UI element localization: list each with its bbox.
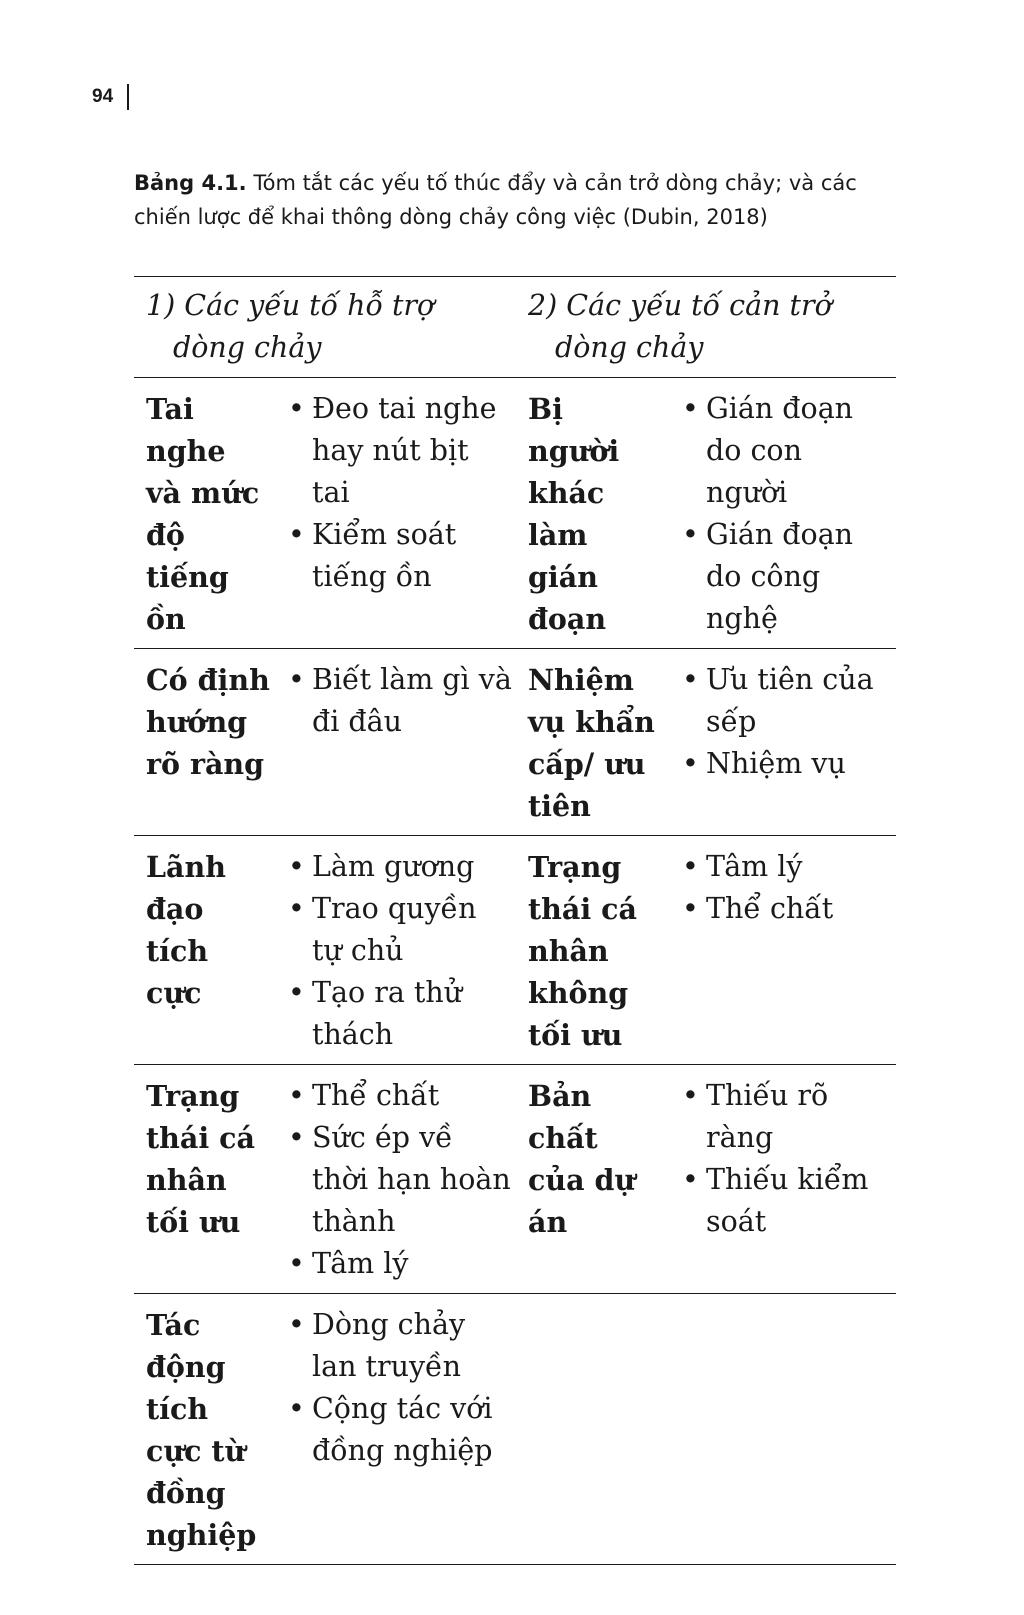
list-item: • Sức ép về thời hạn hoàn thành [286, 1117, 512, 1243]
support-items-list [286, 846, 512, 1056]
list-item: • Tâm lý [680, 846, 892, 888]
hinder-items-list [680, 846, 892, 930]
table-row [134, 649, 896, 836]
hinder-items-cell [668, 836, 896, 1065]
support-items-cell [274, 378, 516, 649]
list-item: • Thể chất [286, 1075, 512, 1117]
table-row [134, 836, 896, 1065]
support-factor-cell: Tác động tích cực từ đồng nghiệp [146, 1308, 257, 1552]
support-items-cell [274, 836, 516, 1065]
hinder-items-list [680, 388, 892, 640]
table-row [134, 378, 896, 649]
list-item: • Kiểm soát tiếng ồn [286, 514, 512, 598]
hinder-factor-cell: Bị người khác làm gián đoạn [528, 392, 620, 636]
hinder-items-list [680, 659, 892, 785]
support-factor-cell: Lãnh đạo tích cực [146, 850, 226, 1010]
list-item: • Tạo ra thử thách [286, 972, 512, 1056]
list-item: • Trao quyền tự chủ [286, 888, 512, 972]
support-items-cell [274, 1294, 516, 1565]
page-number-divider [127, 84, 129, 110]
support-items-list [286, 1304, 512, 1472]
list-item: • Làm gương [286, 846, 512, 888]
hinder-items-cell [668, 378, 896, 649]
list-item: • Ưu tiên của sếp [680, 659, 892, 743]
table-row [134, 1294, 896, 1565]
support-items-cell [274, 649, 516, 836]
list-item: • Dòng chảy lan truyền [286, 1304, 512, 1388]
list-item: • Gián đoạn do con người [680, 388, 892, 514]
hinder-items-list [680, 1075, 892, 1243]
page-header [92, 84, 129, 110]
list-item: • Tâm lý [286, 1243, 512, 1285]
support-items-list [286, 388, 512, 598]
list-item: • Cộng tác với đồng nghiệp [286, 1388, 512, 1472]
list-item: • Thiếu kiểm soát [680, 1159, 892, 1243]
list-item: • Thể chất [680, 888, 892, 930]
support-items-list [286, 1075, 512, 1285]
flow-factors-table [134, 276, 896, 1565]
support-items-cell [274, 1065, 516, 1294]
list-item: • Đeo tai nghe hay nút bịt tai [286, 388, 512, 514]
hinder-items-cell [668, 649, 896, 836]
support-factor-cell: Trạng thái cá nhân tối ưu [146, 1079, 255, 1239]
list-item: • Gián đoạn do công nghệ [680, 514, 892, 640]
header-support-factors: 1) Các yếu tố hỗ trợ dòng chảy [134, 277, 516, 378]
support-factor-cell: Tai nghe và mức độ tiếng ồn [146, 392, 260, 636]
table-caption-label: Bảng 4.1. [134, 171, 247, 195]
table-body [134, 378, 896, 1565]
hinder-factor-cell [516, 1294, 668, 1565]
hinder-factor-cell: Nhiệm vụ khẩn cấp/ ưu tiên [528, 663, 655, 823]
table-caption-text: Tóm tắt các yếu tố thúc đẩy và cản trở dòng chảy; và các chiến lược để khai thông dòng chảy công việc (Dubin, 2018) [134, 171, 857, 229]
support-items-list [286, 659, 512, 743]
page-number: 94 [92, 86, 114, 107]
list-item: • Nhiệm vụ [680, 743, 892, 785]
hinder-factor-cell: Bản chất của dự án [528, 1079, 636, 1239]
table-header-row [134, 277, 896, 378]
hinder-items-cell [668, 1294, 896, 1565]
list-item: • Thiếu rõ ràng [680, 1075, 892, 1159]
support-factor-cell: Có định hướng rõ ràng [146, 663, 270, 781]
hinder-factor-cell: Trạng thái cá nhân không tối ưu [528, 850, 637, 1052]
table-caption [134, 166, 896, 234]
table-row [134, 1065, 896, 1294]
hinder-items-cell [668, 1065, 896, 1294]
list-item: • Biết làm gì và đi đâu [286, 659, 512, 743]
header-hinder-factors: 2) Các yếu tố cản trở dòng chảy [516, 277, 896, 378]
